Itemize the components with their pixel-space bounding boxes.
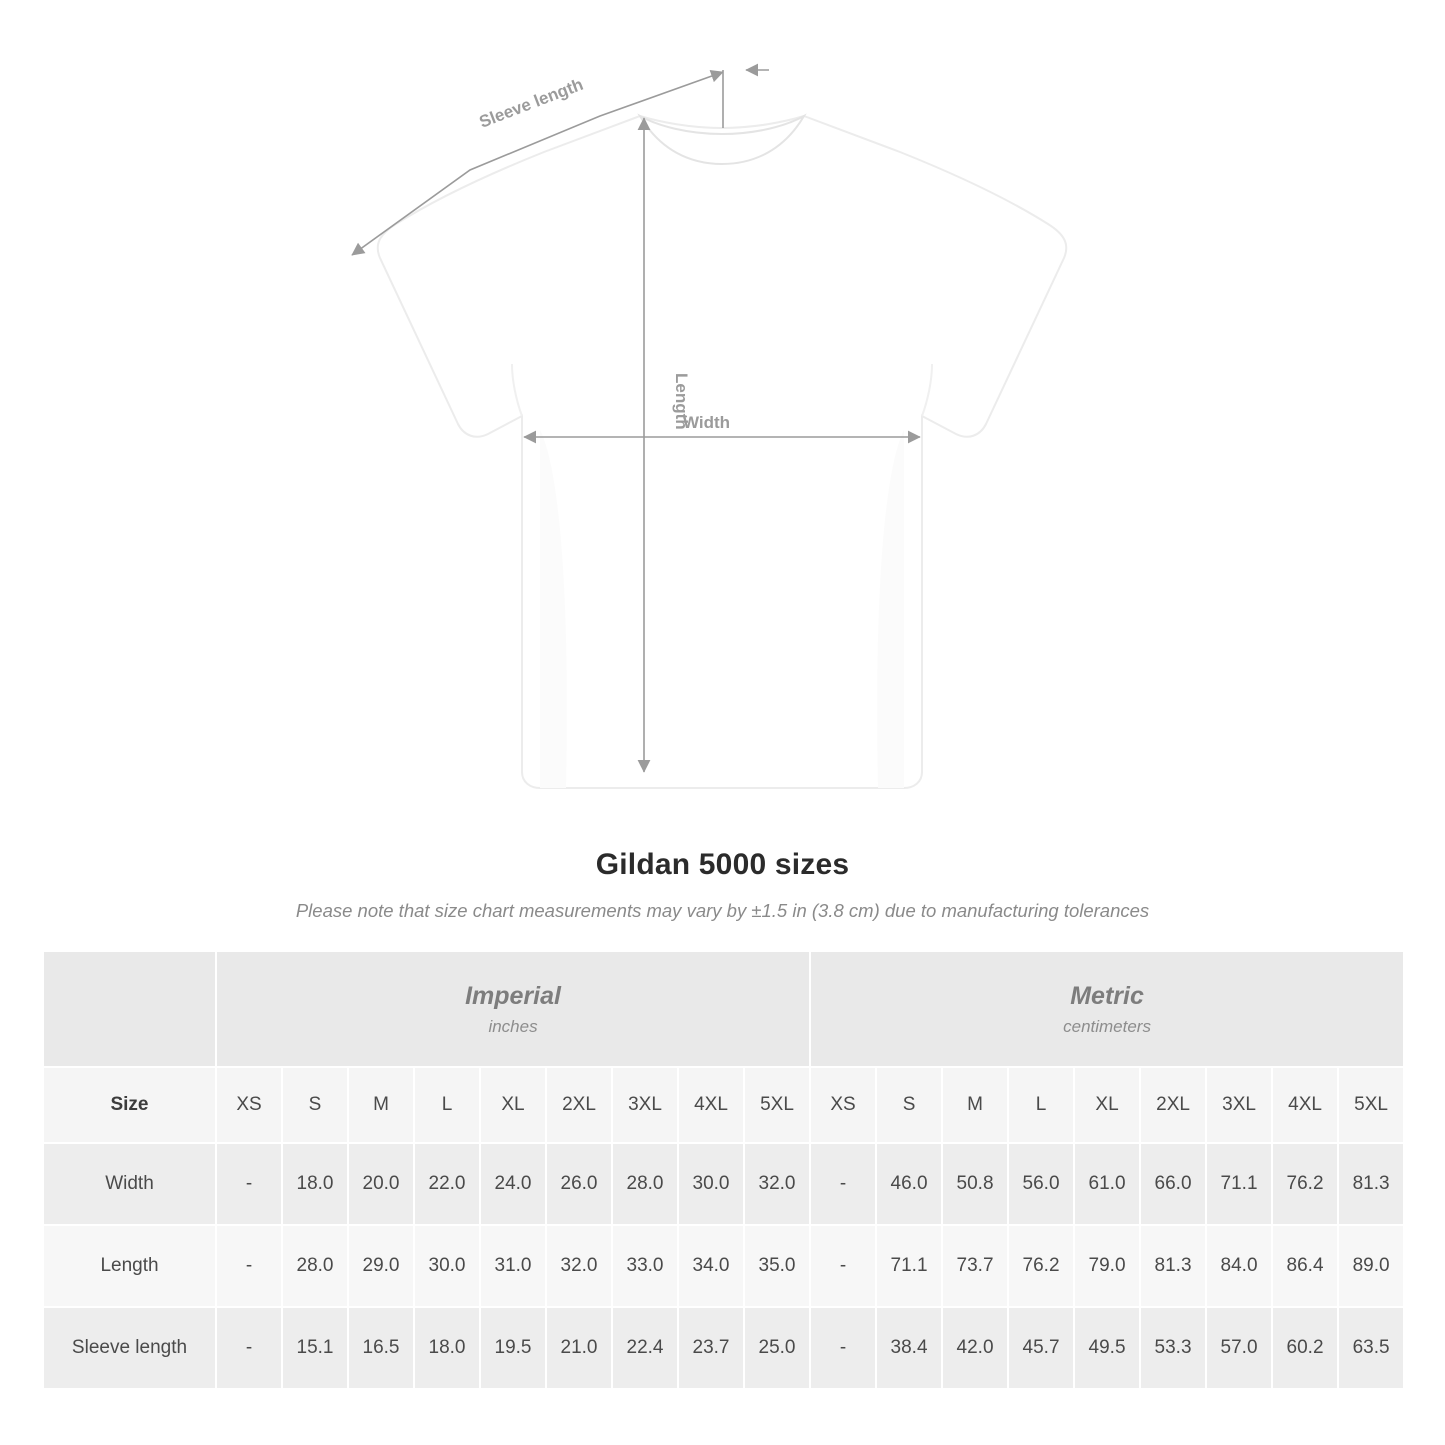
system-imperial-name: Imperial bbox=[465, 982, 561, 1011]
sleeve-imp-xl: 19.5 bbox=[480, 1307, 546, 1389]
width-imp-m: 20.0 bbox=[348, 1143, 414, 1225]
length-met-3xl: 84.0 bbox=[1206, 1225, 1272, 1307]
length-met-4xl: 86.4 bbox=[1272, 1225, 1338, 1307]
system-header-blank bbox=[43, 951, 216, 1067]
sleeve-imp-3xl: 22.4 bbox=[612, 1307, 678, 1389]
sleeve-imp-s: 15.1 bbox=[282, 1307, 348, 1389]
page-title: Gildan 5000 sizes bbox=[595, 848, 850, 881]
size-imp-5xl: 5XL bbox=[744, 1067, 810, 1143]
size-imp-m: M bbox=[348, 1067, 414, 1143]
width-imp-s: 18.0 bbox=[282, 1143, 348, 1225]
width-met-3xl: 71.1 bbox=[1206, 1143, 1272, 1225]
size-row-label: Size bbox=[43, 1067, 216, 1143]
sleeve-length-label: Sleeve length bbox=[476, 74, 586, 132]
size-table bbox=[42, 950, 1405, 1390]
size-met-s: S bbox=[876, 1067, 942, 1143]
size-imp-xs: XS bbox=[216, 1067, 282, 1143]
length-imp-s: 28.0 bbox=[282, 1225, 348, 1307]
row-label-width: Width bbox=[43, 1143, 216, 1225]
size-met-5xl: 5XL bbox=[1338, 1067, 1404, 1143]
system-metric-unit: centimeters bbox=[1063, 1016, 1151, 1036]
sleeve-imp-l: 18.0 bbox=[414, 1307, 480, 1389]
size-header-row bbox=[43, 1067, 1404, 1143]
tshirt-shape bbox=[378, 116, 1067, 788]
width-imp-xl: 24.0 bbox=[480, 1143, 546, 1225]
width-met-5xl: 81.3 bbox=[1338, 1143, 1404, 1225]
width-imp-l: 22.0 bbox=[414, 1143, 480, 1225]
size-met-2xl: 2XL bbox=[1140, 1067, 1206, 1143]
size-imp-s: S bbox=[282, 1067, 348, 1143]
sleeve-imp-4xl: 23.7 bbox=[678, 1307, 744, 1389]
length-imp-5xl: 35.0 bbox=[744, 1225, 810, 1307]
table-row-width bbox=[43, 1143, 1404, 1225]
row-label-length: Length bbox=[43, 1225, 216, 1307]
length-imp-2xl: 32.0 bbox=[546, 1225, 612, 1307]
size-met-m: M bbox=[942, 1067, 1008, 1143]
width-imp-xs: - bbox=[216, 1143, 282, 1225]
width-met-4xl: 76.2 bbox=[1272, 1143, 1338, 1225]
length-met-xs: - bbox=[810, 1225, 876, 1307]
sleeve-met-s: 38.4 bbox=[876, 1307, 942, 1389]
width-met-2xl: 66.0 bbox=[1140, 1143, 1206, 1225]
length-imp-xl: 31.0 bbox=[480, 1225, 546, 1307]
system-metric bbox=[810, 951, 1404, 1067]
width-met-s: 46.0 bbox=[876, 1143, 942, 1225]
sleeve-met-4xl: 60.2 bbox=[1272, 1307, 1338, 1389]
sleeve-met-5xl: 63.5 bbox=[1338, 1307, 1404, 1389]
length-imp-3xl: 33.0 bbox=[612, 1225, 678, 1307]
length-met-m: 73.7 bbox=[942, 1225, 1008, 1307]
size-imp-xl: XL bbox=[480, 1067, 546, 1143]
length-met-s: 71.1 bbox=[876, 1225, 942, 1307]
system-metric-name: Metric bbox=[1070, 982, 1144, 1011]
width-met-xs: - bbox=[810, 1143, 876, 1225]
length-label: Length bbox=[672, 373, 691, 430]
sleeve-imp-5xl: 25.0 bbox=[744, 1307, 810, 1389]
length-imp-4xl: 34.0 bbox=[678, 1225, 744, 1307]
sleeve-met-l: 45.7 bbox=[1008, 1307, 1074, 1389]
row-label-sleeve-length: Sleeve length bbox=[43, 1307, 216, 1389]
length-met-5xl: 89.0 bbox=[1338, 1225, 1404, 1307]
length-imp-m: 29.0 bbox=[348, 1225, 414, 1307]
tolerance-note: Please note that size chart measurements may vary by ±1.5 in (3.8 cm) due to manufacturing tolerances bbox=[295, 900, 1150, 921]
width-met-xl: 61.0 bbox=[1074, 1143, 1140, 1225]
length-met-2xl: 81.3 bbox=[1140, 1225, 1206, 1307]
size-met-xl: XL bbox=[1074, 1067, 1140, 1143]
size-imp-4xl: 4XL bbox=[678, 1067, 744, 1143]
width-imp-4xl: 30.0 bbox=[678, 1143, 744, 1225]
width-met-l: 56.0 bbox=[1008, 1143, 1074, 1225]
table-row-sleeve-length bbox=[43, 1307, 1404, 1389]
length-met-xl: 79.0 bbox=[1074, 1225, 1140, 1307]
table-row-length bbox=[43, 1225, 1404, 1307]
system-header-row bbox=[43, 951, 1404, 1067]
title-block bbox=[0, 848, 1445, 922]
length-met-l: 76.2 bbox=[1008, 1225, 1074, 1307]
width-label: Width bbox=[683, 413, 731, 432]
sleeve-met-3xl: 57.0 bbox=[1206, 1307, 1272, 1389]
size-imp-3xl: 3XL bbox=[612, 1067, 678, 1143]
sleeve-imp-2xl: 21.0 bbox=[546, 1307, 612, 1389]
size-imp-2xl: 2XL bbox=[546, 1067, 612, 1143]
sleeve-met-2xl: 53.3 bbox=[1140, 1307, 1206, 1389]
size-met-3xl: 3XL bbox=[1206, 1067, 1272, 1143]
size-met-l: L bbox=[1008, 1067, 1074, 1143]
system-imperial-unit: inches bbox=[488, 1016, 538, 1036]
system-imperial bbox=[216, 951, 810, 1067]
sleeve-imp-xs: - bbox=[216, 1307, 282, 1389]
size-met-xs: XS bbox=[810, 1067, 876, 1143]
sleeve-imp-m: 16.5 bbox=[348, 1307, 414, 1389]
width-met-m: 50.8 bbox=[942, 1143, 1008, 1225]
size-imp-l: L bbox=[414, 1067, 480, 1143]
width-imp-3xl: 28.0 bbox=[612, 1143, 678, 1225]
size-met-4xl: 4XL bbox=[1272, 1067, 1338, 1143]
length-imp-l: 30.0 bbox=[414, 1225, 480, 1307]
width-imp-5xl: 32.0 bbox=[744, 1143, 810, 1225]
length-imp-xs: - bbox=[216, 1225, 282, 1307]
sleeve-met-xs: - bbox=[810, 1307, 876, 1389]
sleeve-met-m: 42.0 bbox=[942, 1307, 1008, 1389]
width-imp-2xl: 26.0 bbox=[546, 1143, 612, 1225]
sleeve-met-xl: 49.5 bbox=[1074, 1307, 1140, 1389]
size-table-wrap bbox=[42, 950, 1403, 1390]
